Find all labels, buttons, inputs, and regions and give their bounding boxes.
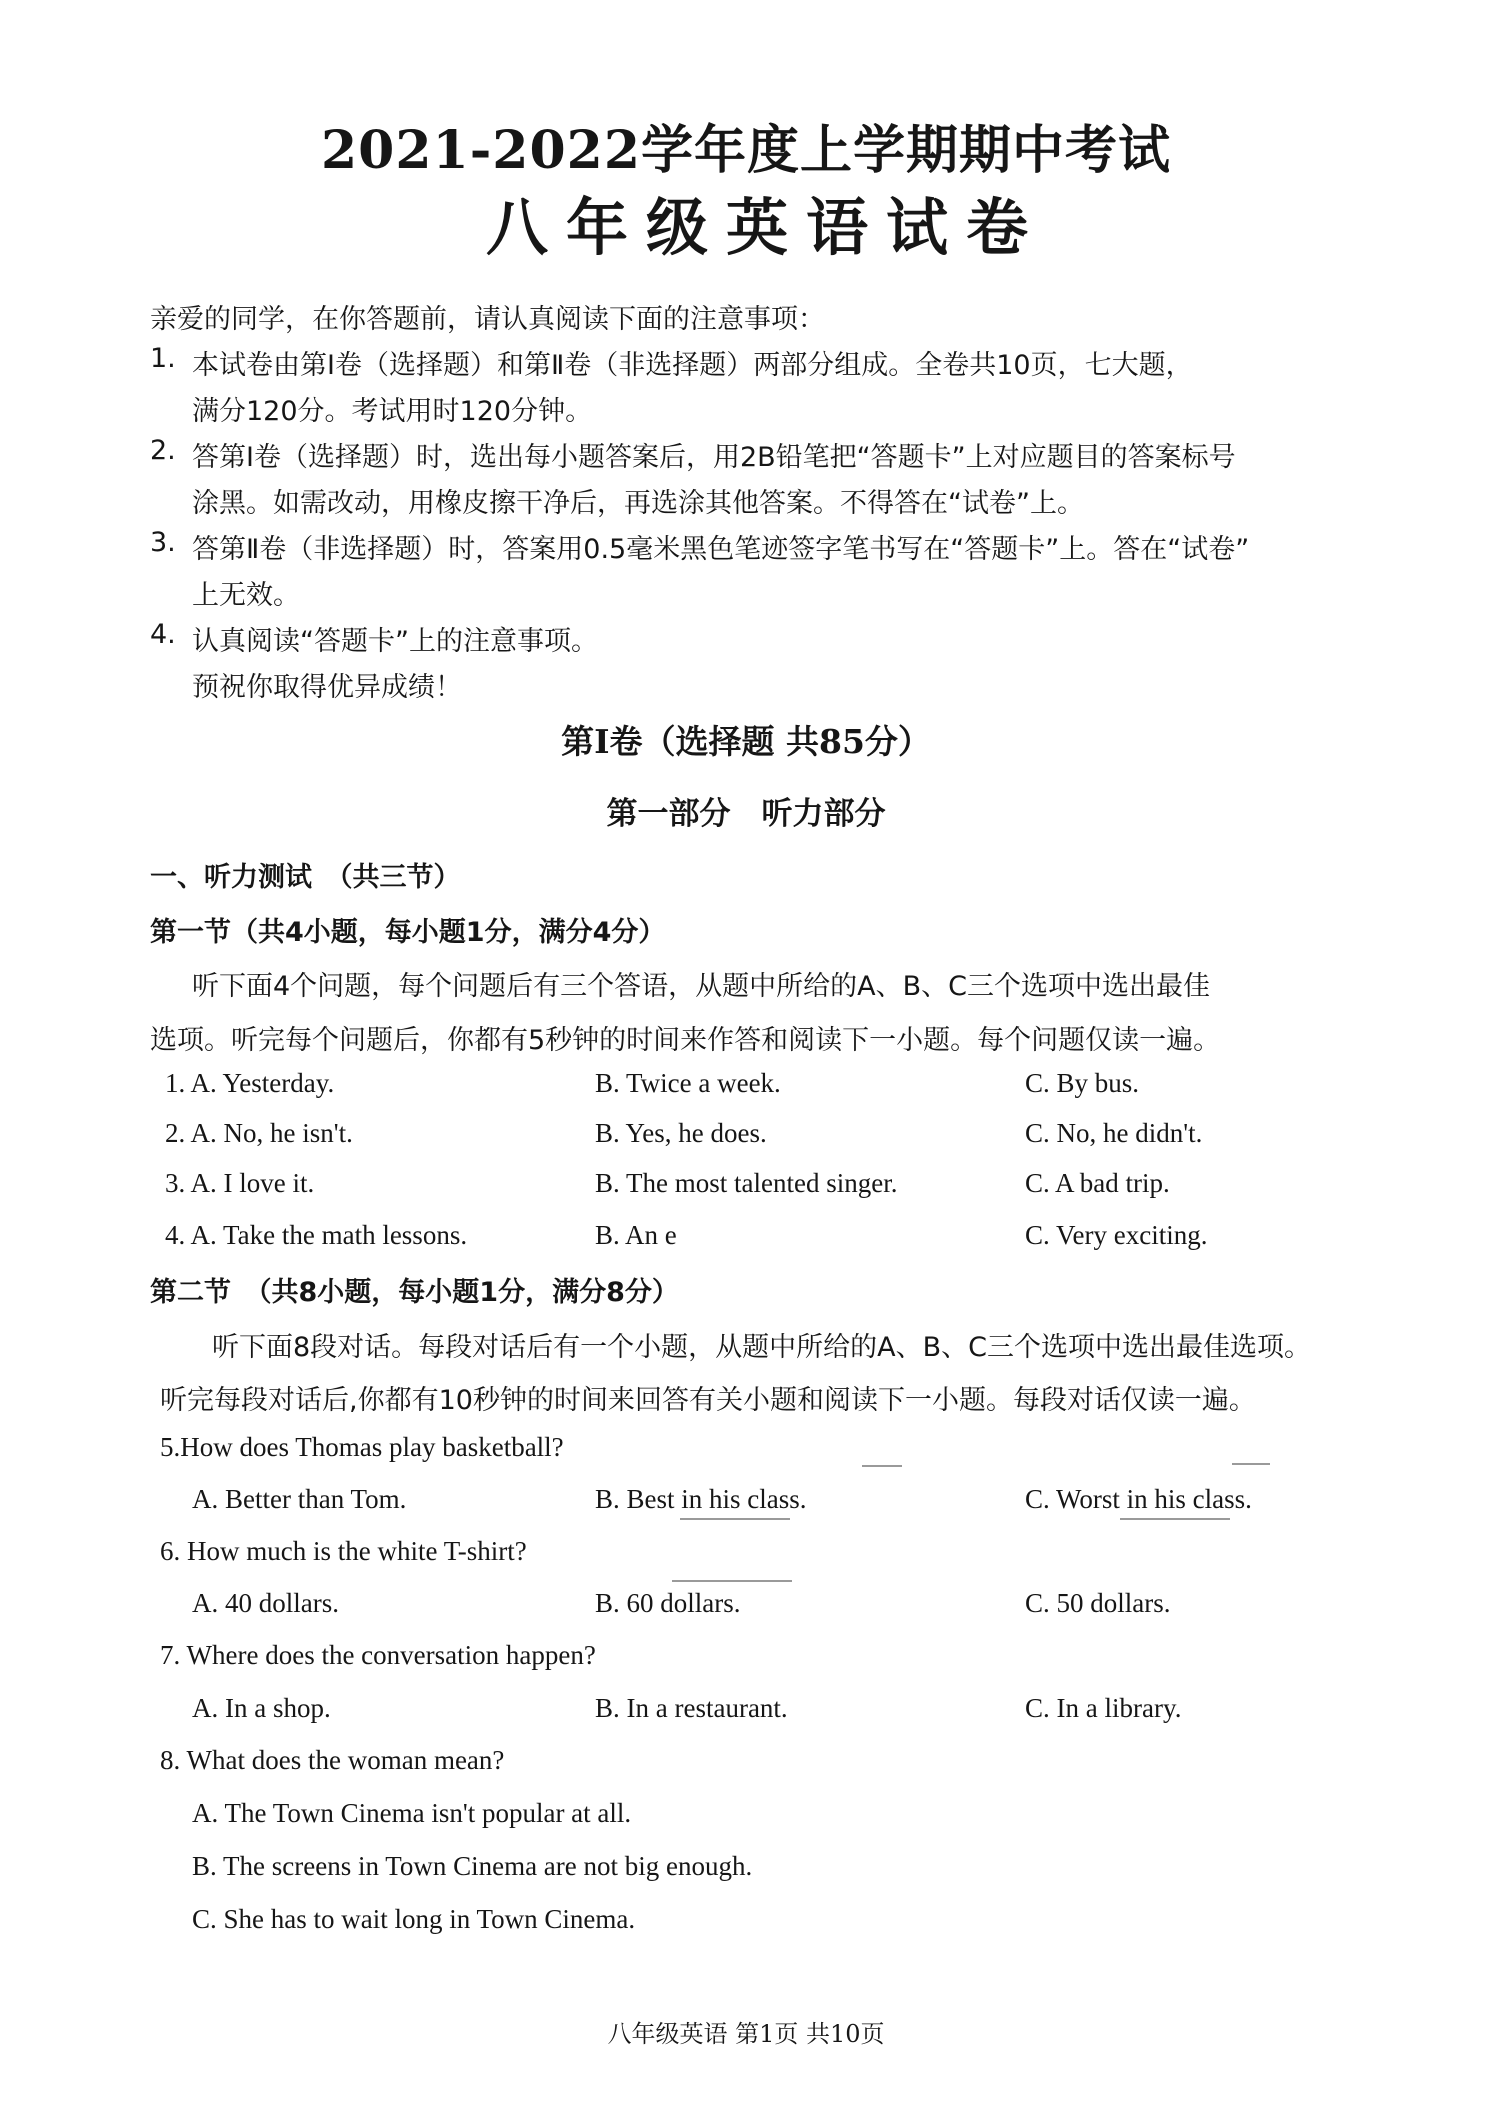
q1-option-a: 1. A. Yesterday.	[165, 1068, 335, 1098]
note-1-text-cont: 满分120分。考试用时120分钟。	[192, 396, 593, 427]
q7-option-c: C. In a library.	[1025, 1693, 1182, 1723]
scan-mark	[1232, 1463, 1270, 1465]
note-4-text: 认真阅读“答题卡”上的注意事项。	[192, 626, 598, 657]
q7-option-b: B. In a restaurant.	[595, 1693, 788, 1723]
q1-option-c: C. By bus.	[1025, 1068, 1140, 1098]
q4-option-b: B. An e	[595, 1220, 677, 1250]
part1-instruction-cont: 选项。听完每个问题后，你都有5秒钟的时间来作答和阅读下一小题。每个问题仅读一遍。	[150, 1025, 1221, 1056]
section-1-title: 第Ⅰ卷（选择题 共85分）	[561, 722, 931, 761]
notes-intro: 亲爱的同学，在你答题前，请认真阅读下面的注意事项：	[150, 304, 825, 335]
q5-option-a: A. Better than Tom.	[192, 1484, 407, 1514]
note-3-label: 3.	[150, 527, 176, 558]
q8-stem: 8. What does the woman mean?	[160, 1745, 505, 1775]
q6-option-c: C. 50 dollars.	[1025, 1588, 1171, 1618]
listening-heading: 一、听力测试 （共三节）	[150, 862, 461, 893]
part1-heading: 第一节（共4小题，每小题1分，满分4分）	[150, 917, 666, 948]
q5-option-c: C. Worst in his class.	[1025, 1484, 1252, 1514]
q3-option-b: B. The most talented singer.	[595, 1168, 898, 1198]
q6-option-b: B. 60 dollars.	[595, 1588, 741, 1618]
q7-option-a: A. In a shop.	[192, 1693, 331, 1723]
exam-title: 2021-2022学年度上学期期中考试	[320, 120, 1172, 181]
exam-subtitle: 八年级英语试卷	[485, 191, 1046, 264]
q8-option-c: C. She has to wait long in Town Cinema.	[192, 1904, 636, 1934]
page-footer: 八年级英语 第1页 共10页	[607, 2020, 885, 2048]
part2-instruction: 听下面8段对话。每段对话后有一个小题，从题中所给的A、B、C三个选项中选出最佳选项。	[212, 1332, 1312, 1363]
q2-option-a: 2. A. No, he isn't.	[165, 1118, 353, 1148]
q5-stem: 5.How does Thomas play basketball?	[160, 1432, 564, 1462]
scan-mark	[680, 1518, 790, 1520]
q3-option-c: C. A bad trip.	[1025, 1168, 1170, 1198]
listening-part-title: 第一部分 听力部分	[606, 796, 886, 832]
part2-instruction-cont: 听完每段对话后,你都有10秒钟的时间来回答有关小题和阅读下一小题。每段对话仅读一遍。	[160, 1385, 1256, 1416]
part2-heading: 第二节 （共8小题，每小题1分，满分8分）	[150, 1277, 679, 1308]
part1-instruction: 听下面4个问题，每个问题后有三个答语，从题中所给的A、B、C三个选项中选出最佳	[192, 971, 1211, 1002]
note-3-text-cont: 上无效。	[192, 580, 300, 611]
q8-option-b: B. The screens in Town Cinema are not big enough.	[192, 1851, 753, 1881]
q2-option-c: C. No, he didn't.	[1025, 1118, 1203, 1148]
q8-option-a: A. The Town Cinema isn't popular at all.	[192, 1798, 632, 1828]
note-2-text-cont: 涂黑。如需改动，用橡皮擦干净后，再选涂其他答案。不得答在“试卷”上。	[192, 488, 1084, 519]
q2-option-b: B. Yes, he does.	[595, 1118, 767, 1148]
note-2-label: 2.	[150, 435, 176, 466]
scan-mark	[862, 1465, 902, 1467]
scan-mark	[672, 1580, 792, 1582]
q4-option-a: 4. A. Take the math lessons.	[165, 1220, 468, 1250]
note-4-label: 4.	[150, 619, 176, 650]
q3-option-a: 3. A. I love it.	[165, 1168, 315, 1198]
q1-option-b: B. Twice a week.	[595, 1068, 781, 1098]
scan-mark	[1120, 1518, 1230, 1520]
note-1-text: 本试卷由第Ⅰ卷（选择题）和第Ⅱ卷（非选择题）两部分组成。全卷共10页，七大题，	[192, 350, 1193, 381]
q5-option-b: B. Best in his class.	[595, 1484, 807, 1514]
q6-stem: 6. How much is the white T-shirt?	[160, 1536, 527, 1566]
note-2-text: 答第Ⅰ卷（选择题）时，选出每小题答案后，用2B铅笔把“答题卡”上对应题目的答案标号	[192, 442, 1236, 473]
q7-stem: 7. Where does the conversation happen?	[160, 1640, 596, 1670]
note-3-text: 答第Ⅱ卷（非选择题）时，答案用0.5毫米黑色笔迹签字笔书写在“答题卡”上。答在“试卷”	[192, 534, 1250, 565]
note-1-label: 1.	[150, 343, 176, 374]
good-luck-text: 预祝你取得优异成绩！	[192, 672, 462, 703]
q6-option-a: A. 40 dollars.	[192, 1588, 339, 1618]
q4-option-c: C. Very exciting.	[1025, 1220, 1208, 1250]
